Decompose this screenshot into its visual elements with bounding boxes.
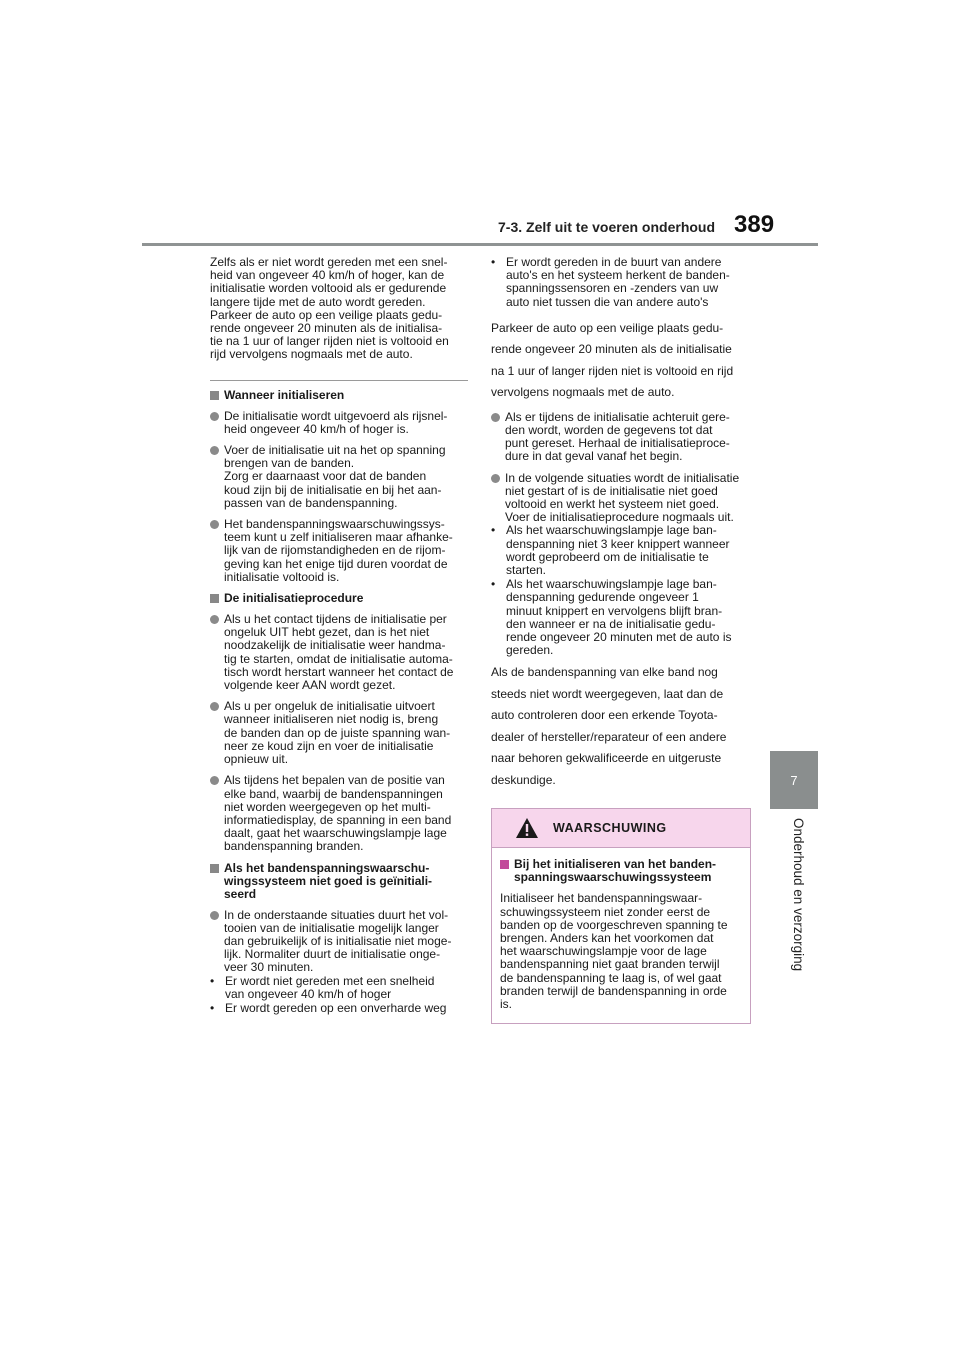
warning-box — [491, 808, 751, 1024]
circle-bullet-icon — [210, 446, 219, 455]
list-item: Als u per ongeluk de initialisatie uitvoert wanneer initialiseren niet nodig is, breng de banden dan op de juiste spanning wan- neer ze koud zijn en voer de initialisatie opnieuw uit. — [210, 700, 468, 766]
heading-when-initialize: Wanneer initialiseren — [210, 389, 468, 402]
intro-paragraph: Zelfs als er niet wordt gereden met een snel- heid van ongeveer 40 km/h of hoger, kan de initialisatie worden voltooid als er gedurende langere tijde met de auto wordt gereden. Parkeer de auto op een veilige plaats gedu- rende ongeveer 20 minuten als de initialisa- tie na 1 uur of langer rijden niet is voltooid en rijd vervolgens nogmaals met de auto. — [210, 255, 449, 362]
square-bullet-icon — [210, 594, 219, 603]
list-item: Als tijdens het bepalen van de positie van elke band, waarbij de bandenspanningen niet worden weergegeven op het multi- informatiedisplay, de spanning in een band daalt, gaat het waarschuwingslampje lage bandenspanning branden. — [210, 774, 468, 853]
list-item: Als u het contact tijdens de initialisatie per ongeluk UIT hebt gezet, dan is het niet noodzakelijk de initialisatie weer handma- tig te starten, omdat de initialisatie automa- tisch wordt herstart wanneer het contact de volgende keer AAN wordt gezet. — [210, 613, 468, 692]
circle-bullet-icon — [210, 520, 219, 529]
paragraph: Als de bandenspanning van elke band nog steeds niet wordt weergegeven, laat dan de auto controleren door een erkende Toyota- dealer of hersteller/reparateur of een andere naar behoren gekwalificeerde en uitgeruste deskundige. — [491, 665, 727, 787]
warning-body — [492, 848, 750, 1023]
warning-title: WAARSCHUWING — [553, 821, 667, 836]
header-rule — [142, 243, 818, 246]
list-item: In de onderstaande situaties duurt het vol- tooien van de initialisatie mogelijk langer dan gebruikelijk of is initialisatie niet moge- lijk. Normaliter duurt de initialisatie onge- veer 30 minuten. — [210, 909, 468, 975]
list-item: Het bandenspanningswaarschuwingssys- teem kunt u zelf initialiseren maar afhanke- lijk van de rijomstandigheden en de rijom- geving kan het enige tijd duren voordat de initialisatie voltooid is. — [210, 518, 468, 584]
square-bullet-icon — [210, 864, 219, 873]
chapter-title: Onderhoud en verzorging — [791, 818, 806, 972]
list-item: De initialisatie wordt uitgevoerd als rijsnel- heid ongeveer 40 km/h of hoger is. — [210, 410, 468, 436]
circle-bullet-icon — [210, 776, 219, 785]
list-item: Voer de initialisatie uit na het op spanning brengen van de banden. Zorg er daarnaast voor dat de banden koud zijn bij de initialisatie en bij het aan- passen van de bandenspanning. — [210, 444, 468, 510]
section-title: 7-3. Zelf uit te voeren onderhoud — [498, 219, 716, 235]
warning-heading: Bij het initialiseren van het banden- spanningswaarschuwingssysteem — [500, 858, 742, 884]
square-bullet-icon — [210, 391, 219, 400]
warning-triangle-icon — [515, 817, 539, 839]
chapter-number-tab: 7 — [770, 751, 818, 809]
sub-list-item: • Als het waarschuwingslampje lage ban- denspanning gedurende ongeveer 1 minuut knippert en vervolgens blijft bran- den wanneer er na de initialisatie gedu- rende ongeveer 20 minuten met de auto is gereden. — [491, 577, 732, 658]
sub-list-item: • Er wordt gereden op een onverharde weg — [210, 1000, 447, 1015]
sub-list-item: • Als het waarschuwingslampje lage ban- denspanning niet 3 keer knippert wanneer wordt geprobeerd om de initialisatie te starten. — [491, 523, 730, 578]
circle-bullet-icon — [491, 413, 500, 422]
circle-bullet-icon — [210, 702, 219, 711]
circle-bullet-icon — [491, 474, 500, 483]
right-column — [491, 256, 751, 1024]
warning-header — [492, 809, 750, 848]
page-number: 389 — [734, 211, 775, 238]
square-bullet-icon — [500, 860, 509, 869]
warning-text: Initialiseer het bandenspanningswaar- schuwingssysteem niet zonder eerst de banden op de voorgeschreven spanning te brengen. Anders kan het voorkomen dat het waarschuwingslampje voor de lage bandenspanning niet gaat branden terwijl de bandenspanning te laag is, of wel gaat branden terwijl de bandenspanning in orde is. — [500, 891, 728, 1012]
heading-initialization-procedure: De initialisatieprocedure — [210, 592, 468, 605]
circle-bullet-icon — [210, 911, 219, 920]
sub-list-item: • Er wordt gereden in de buurt van andere auto's en het systeem herkent de banden- spanningssensoren en -zenders van uw auto niet tussen die van andere auto's — [491, 255, 730, 309]
sub-list-item: • Er wordt niet gereden met een snelheid van ongeveer 40 km/h of hoger — [210, 973, 435, 1001]
left-column — [210, 256, 468, 1016]
circle-bullet-icon — [210, 615, 219, 624]
paragraph: Parkeer de auto op een veilige plaats gedu- rende ongeveer 20 minuten als de initialisatie na 1 uur of langer rijden niet is voltooid en rijd vervolgens nogmaals met de auto. — [491, 320, 734, 400]
list-item: Als er tijdens de initialisatie achteruit gere- den wordt, worden de gegevens tot dat punt gereset. Herhaal de initialisatieproce- dure in dat geval vanaf het begin. — [491, 411, 751, 464]
list-item: In de volgende situaties wordt de initialisatie niet gestart of is de initialisatie niet goed voltooid en werkt het systeem niet goed. Voer de initialisatieprocedure nogmaals uit. — [491, 472, 751, 525]
section-divider — [210, 380, 468, 381]
heading-not-initialized: Als het bandenspanningswaarschu- wingssysteem niet goed is geïnitiali- seerd — [210, 862, 468, 901]
circle-bullet-icon — [210, 412, 219, 421]
